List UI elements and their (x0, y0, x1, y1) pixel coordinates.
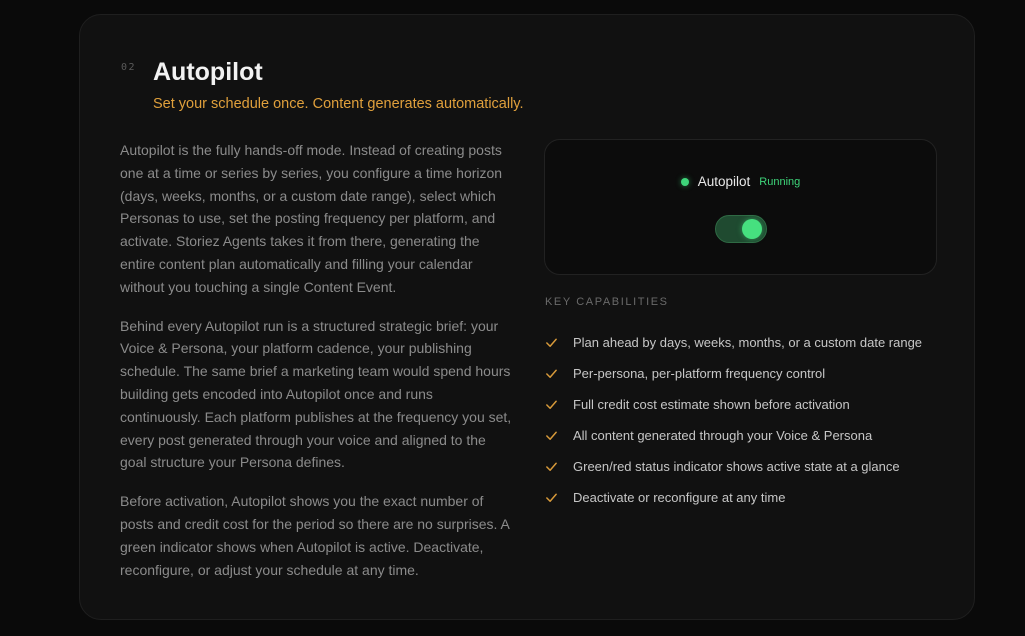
capabilities-heading: KEY CAPABILITIES (545, 296, 669, 308)
capability-item (545, 389, 945, 420)
check-icon (545, 336, 558, 349)
check-icon (545, 398, 558, 411)
status-row (545, 174, 936, 189)
capability-text: All content generated through your Voice & Persona (573, 428, 873, 443)
autopilot-toggle[interactable] (715, 215, 767, 243)
capability-text: Deactivate or reconfigure at any time (573, 490, 786, 505)
capability-item (545, 420, 945, 451)
capability-item (545, 358, 945, 389)
capability-text: Green/red status indicator shows active state at a glance (573, 459, 900, 474)
description-paragraph: Autopilot is the fully hands-off mode. Instead of creating posts one at a time or series by series, you configure a time horizon (days, weeks, months, or a custom date range), select which Personas to use, set the posting frequency per platform, and activate. Storiez Agents takes it from there, generating the entire content plan automatically and filling your calendar without you touching a single Content Event. (120, 142, 503, 295)
check-icon (545, 367, 558, 380)
capability-text: Per-persona, per-platform frequency control (573, 366, 826, 381)
status-state-badge: Running (759, 175, 801, 188)
capabilities-list (545, 327, 945, 513)
section-title: Autopilot (153, 58, 263, 86)
description-text (120, 139, 515, 597)
status-label: Autopilot (697, 174, 751, 189)
description-paragraph: Behind every Autopilot run is a structured strategic brief: your Voice & Persona, your platform cadence, your publishing schedule. The same brief a marketing team would spend hours building gets encoded into Autopilot once and runs continuously. Each platform publishes at the frequency you set, every post generated through your voice and aligned to the goal structure your Persona defines. (120, 317, 512, 471)
check-icon (545, 429, 558, 442)
status-dot-icon (681, 178, 689, 186)
autopilot-section-card (79, 14, 975, 620)
capability-item (545, 482, 945, 513)
toggle-knob (742, 219, 762, 239)
section-subtitle: Set your schedule once. Content generates automatically. (153, 96, 524, 112)
section-number: 02 (121, 62, 137, 73)
capability-item (545, 451, 945, 482)
autopilot-status-panel (544, 139, 937, 275)
capability-text: Full credit cost estimate shown before activation (573, 397, 850, 412)
capability-text: Plan ahead by days, weeks, months, or a custom date range (573, 335, 923, 350)
check-icon (545, 460, 558, 473)
description-paragraph: Before activation, Autopilot shows you the exact number of posts and credit cost for the period so there are no surprises. A green indicator shows when Autopilot is active. Deactivate, reconfigure, or adjust your schedule at any time. (120, 493, 510, 578)
check-icon (545, 491, 558, 504)
capability-item (545, 327, 945, 358)
